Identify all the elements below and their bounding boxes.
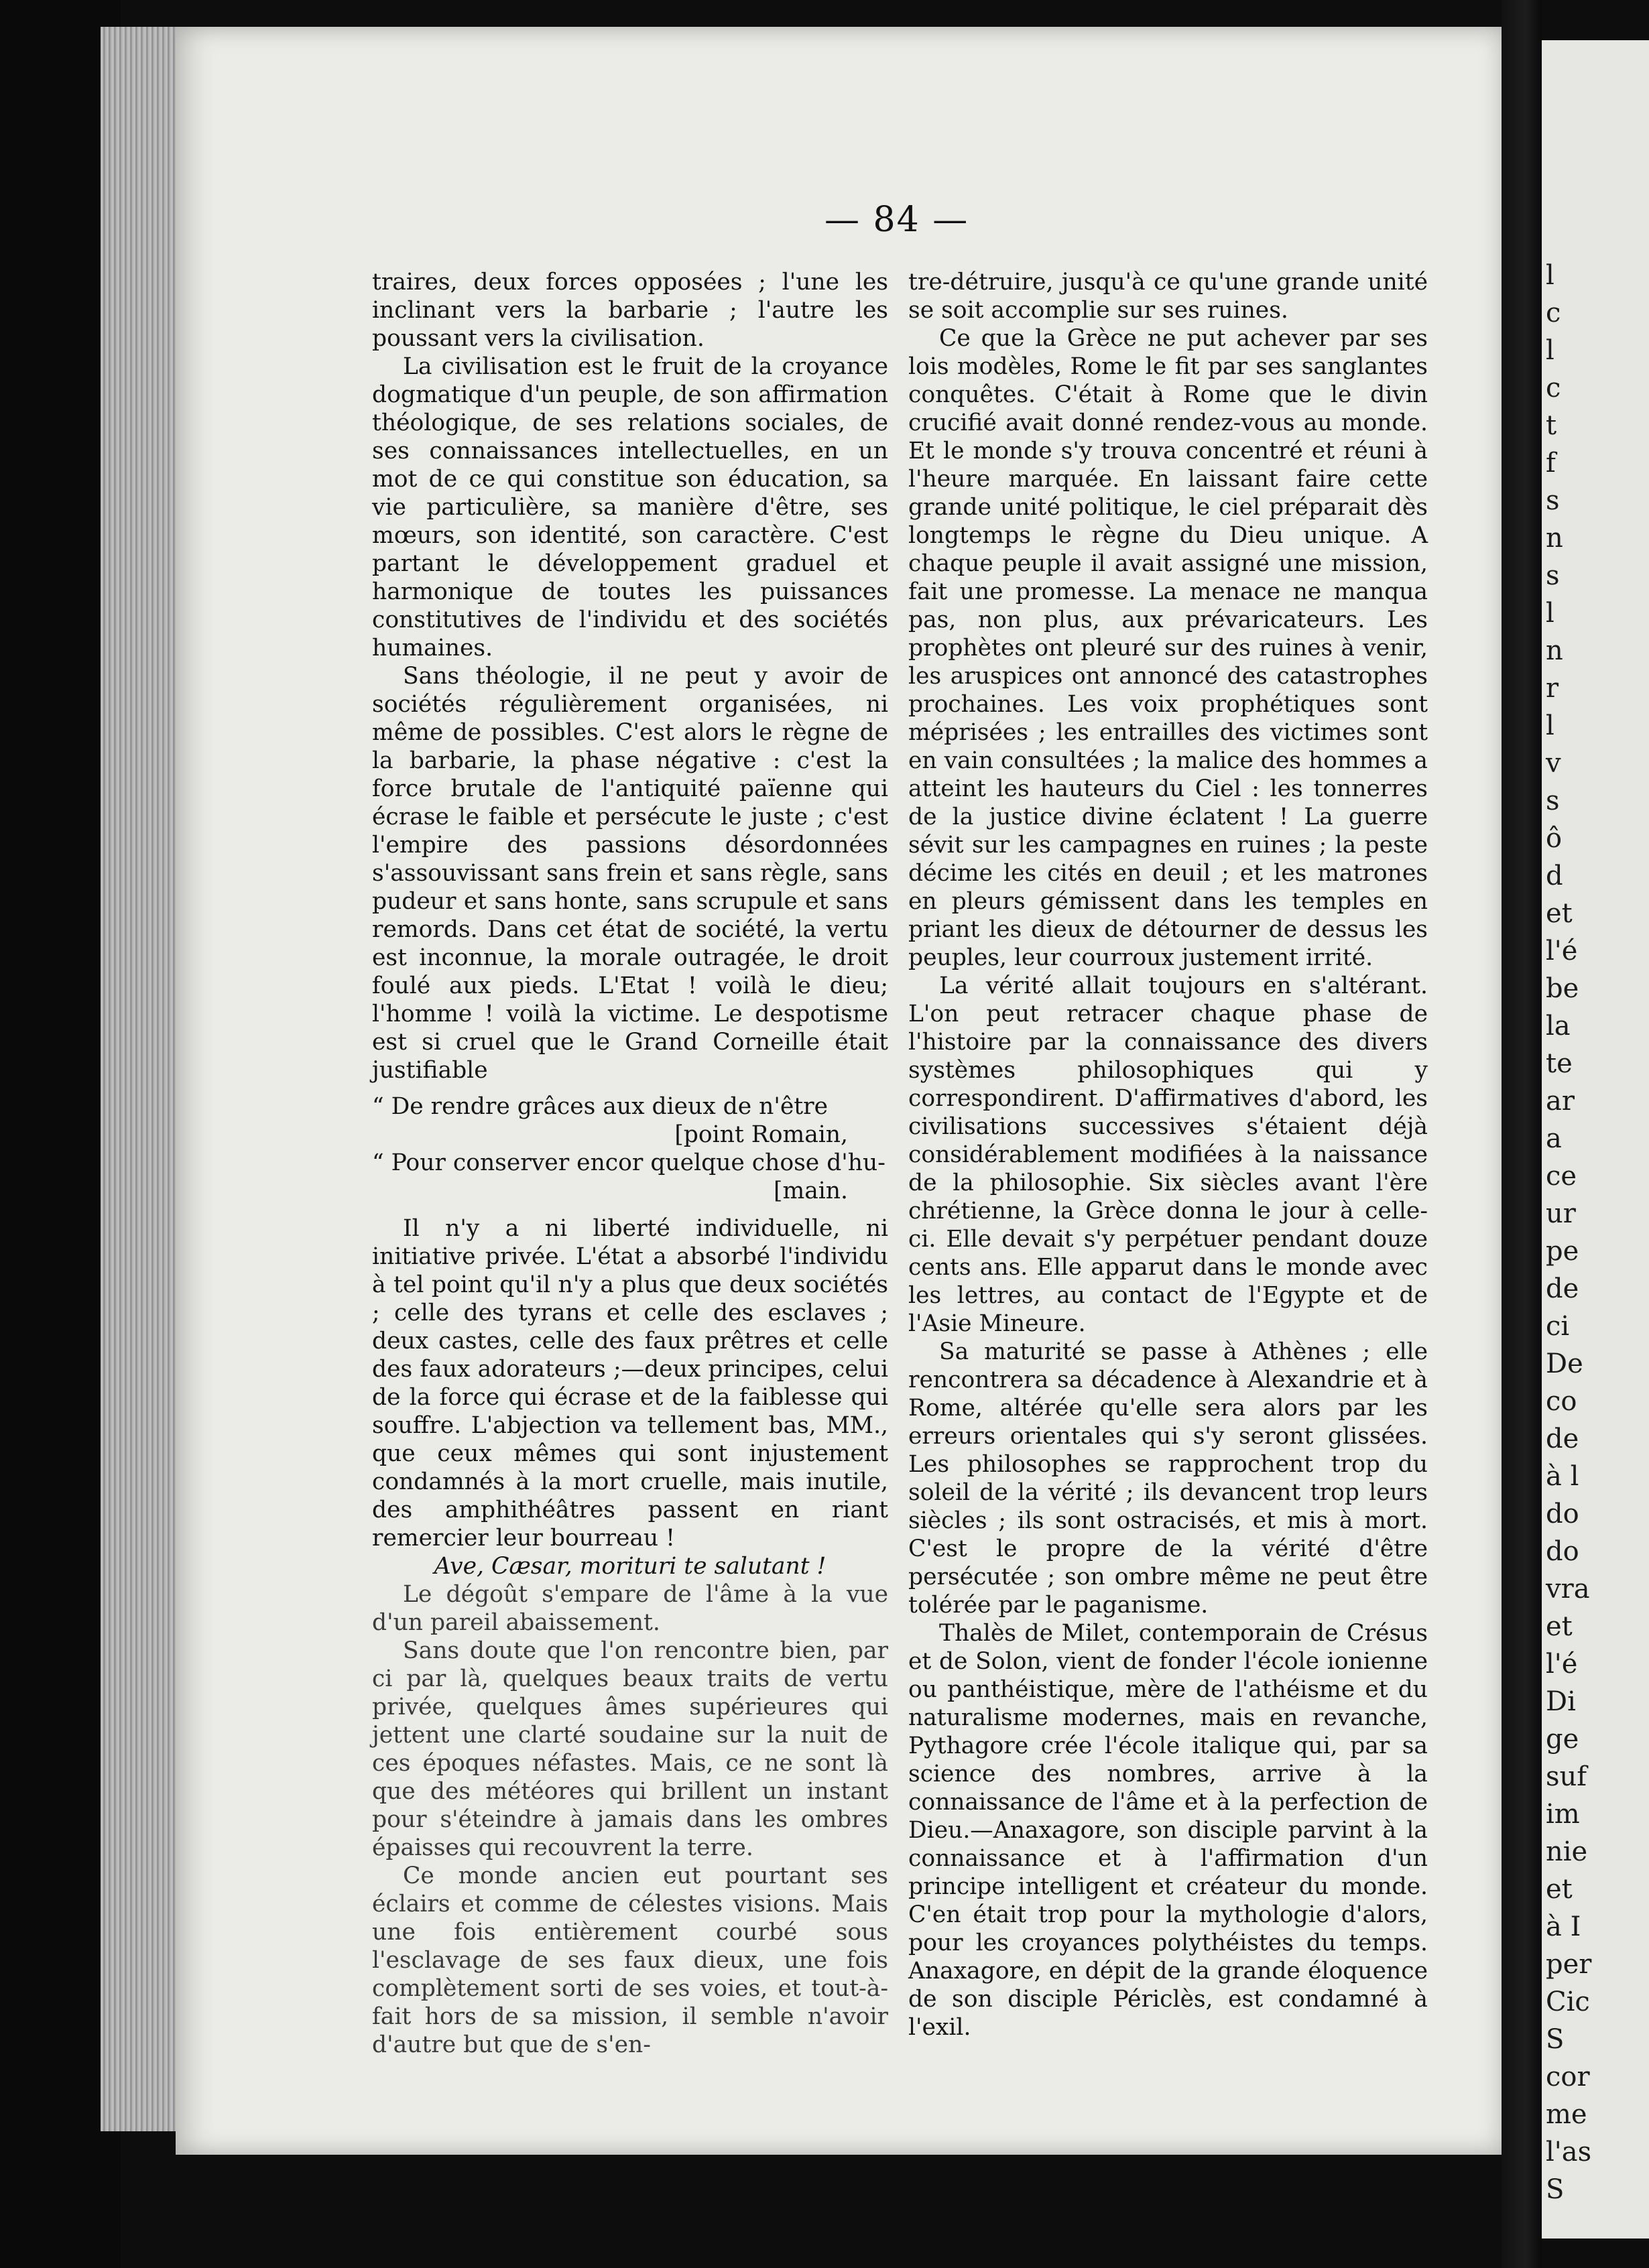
verse-line: “ De rendre grâces aux dieux de n'être bbox=[372, 1093, 829, 1120]
adjacent-page-text-fragment: l'é bbox=[1546, 936, 1578, 966]
adjacent-page-text-fragment: à I bbox=[1546, 1911, 1581, 1942]
adjacent-page-text-fragment: ar bbox=[1546, 1086, 1575, 1117]
adjacent-page-text-fragment: per bbox=[1546, 1949, 1592, 1980]
adjacent-page-text-fragment: et bbox=[1546, 1611, 1573, 1642]
adjacent-page-text-fragment: do bbox=[1546, 1499, 1579, 1529]
adjacent-page-text-fragment: ci bbox=[1546, 1311, 1570, 1342]
adjacent-page-text-fragment: d bbox=[1546, 861, 1563, 891]
adjacent-page-text-fragment: n bbox=[1546, 523, 1563, 554]
paragraph: Thalès de Milet, contemporain de Crésus et de Solon, vient de fonder l'école ionienne ou panthéistique, mère de l'athéisme et du naturalisme modernes, mais en revanche, Pythagore crée l'école italique qui, par sa science des nombres, arrive à la connaissance de l'âme et à la perfection de Dieu.—Anaxagore, son disciple parvint à la connaissance et à l'affirmation d'un principe intelligent et créateur du monde. C'en était trop pour la mythologie d'alors, pour les croyances polythéistes du temps. Anaxagore, en dépit de la grande éloquence de son disciple Périclès, est condamné à l'exil. bbox=[908, 1620, 1428, 2041]
adjacent-page-text-fragment: c bbox=[1546, 298, 1561, 328]
right-column bbox=[908, 268, 1428, 2041]
adjacent-page-text-fragment: ce bbox=[1546, 1161, 1577, 1192]
adjacent-page-text-fragment: s bbox=[1546, 560, 1560, 591]
adjacent-page-text-fragment: v bbox=[1546, 748, 1561, 779]
adjacent-page-text-fragment: et bbox=[1546, 1874, 1573, 1905]
adjacent-page-fragment bbox=[1542, 40, 1649, 2239]
adjacent-page-text-fragment: c bbox=[1546, 373, 1561, 403]
adjacent-page-text-fragment: nie bbox=[1546, 1836, 1588, 1867]
adjacent-page-text-fragment: a bbox=[1546, 1123, 1562, 1154]
verse-quote bbox=[372, 1092, 888, 1205]
adjacent-page-text-fragment: S bbox=[1546, 2024, 1565, 2055]
page-number: — 84 — bbox=[824, 200, 969, 240]
verse-line: “ Pour conserver encor quelque chose d'hu- bbox=[372, 1149, 885, 1176]
adjacent-page-text-fragment: ô bbox=[1546, 823, 1563, 854]
book-page-edges bbox=[101, 27, 181, 2131]
verse-continuation: [main. bbox=[774, 1178, 848, 1204]
adjacent-page-text-fragment: l bbox=[1546, 260, 1554, 291]
adjacent-page-text-fragment: de bbox=[1546, 1273, 1579, 1304]
latin-motto: Ave, Cæsar, morituri te salutant ! bbox=[434, 1553, 827, 1580]
adjacent-page-text-fragment: f bbox=[1546, 448, 1556, 479]
paragraph: La civilisation est le fruit de la croyance dogmatique d'un peuple, de son affirmation théologique, de ses relations sociales, de ses connaissances intellectuelles, en un mot de ce qui constitue son éducation, sa vie particulière, sa manière d'être, ses mœurs, son identité, son caractère. C'est partant le développement graduel et harmonique de toutes les puissances constitutives de l'individu et des sociétés humaines. bbox=[372, 353, 888, 662]
paragraph: Sans doute que l'on rencontre bien, par ci par là, quelques beaux traits de vertu privée, quelques âmes supérieures qui jettent une clarté soudaine sur la nuit de ces époques néfastes. Mais, ce ne sont là que des météores qui brillent un instant pour s'éteindre à jamais dans les ombres épaisses qui recouvrent la terre. bbox=[372, 1637, 888, 1861]
adjacent-page-text-fragment: n bbox=[1546, 635, 1563, 666]
adjacent-page-text-fragment: l bbox=[1546, 710, 1554, 741]
adjacent-page-text-fragment: cor bbox=[1546, 2062, 1590, 2092]
adjacent-page-text-fragment: co bbox=[1546, 1386, 1577, 1417]
book-binding bbox=[1502, 0, 1542, 2268]
verse-continuation: [point Romain, bbox=[674, 1121, 848, 1148]
adjacent-page-text-fragment: te bbox=[1546, 1048, 1573, 1079]
adjacent-page-text-fragment: do bbox=[1546, 1536, 1579, 1567]
paragraph: La vérité allait toujours en s'altérant. L'on peut retracer chaque phase de l'histoire par la connaissance des divers systèmes philosophiques qui y correspondirent. D'affirmatives d'abord, les civilisations successives s'étaient déjà considérablement modifiées à la naissance de la philosophie. Six siècles avant l'ère chrétienne, la Grèce donna le jour à celle-ci. Elle devait s'y perpétuer pendant douze cents ans. Elle apparut dans le monde avec les lettres, au contact de l'Egypte et de l'Asie Mineure. bbox=[908, 972, 1428, 1337]
adjacent-page-text-fragment: me bbox=[1546, 2099, 1587, 2130]
adjacent-page-text-fragment: à l bbox=[1546, 1461, 1579, 1492]
paragraph: traires, deux forces opposées ; l'une les inclinant vers la barbarie ; l'autre les poussant vers la civilisation. bbox=[372, 269, 888, 352]
paragraph: Il n'y a ni liberté individuelle, ni initiative privée. L'état a absorbé l'individu à tel point qu'il n'y a plus que deux sociétés ; celle des tyrans et celle des esclaves ; deux castes, celle des faux prêtres et celle des faux adorateurs ;—deux principes, celui de la force qui écrase et de la faiblesse qui souffre. L'abjection va tellement bas, MM., que ceux mêmes qui sont injustement condamnés à la mort cruelle, mais inutile, des amphithéâtres passent en riant remercier leur bourreau ! bbox=[372, 1215, 888, 1552]
paragraph: Ce monde ancien eut pourtant ses éclairs et comme de célestes visions. Mais une fois entièrement courbé sous l'esclavage de ses faux dieux, une fois complètement sorti de ses voies, et tout-à-fait hors de sa mission, il semble n'avoir d'autre but que de s'en- bbox=[372, 1863, 888, 2058]
adjacent-page-text-fragment: l bbox=[1546, 598, 1554, 629]
adjacent-page-text-fragment: r bbox=[1546, 673, 1559, 704]
adjacent-page-text-fragment: be bbox=[1546, 973, 1579, 1004]
paragraph: tre-détruire, jusqu'à ce qu'une grande unité se soit accomplie sur ses ruines. bbox=[908, 269, 1428, 324]
paragraph: Ce que la Grèce ne put achever par ses lois modèles, Rome le fit par ses sanglantes conquêtes. C'était à Rome que le divin crucifié avait donné rendez-vous au monde. Et le monde s'y trouva concentré et réuni à l'heure marquée. En laissant faire cette grande unité politique, le ciel préparait dès longtemps le règne du Dieu unique. A chaque peuple il avait assigné une mission, fait une promesse. La menace ne manqua pas, non plus, aux prévaricateurs. Les prophètes ont pleuré sur des ruines à venir, les aruspices ont annoncé des catastrophes prochaines. Les voix prophétiques sont méprisées ; les entrailles des victimes sont en vain consultées ; la malice des hommes a atteint les hauteurs du Ciel : les tonnerres de la justice divine éclatent ! La guerre sévit sur les campagnes en ruines ; la peste décime les cités en deuil ; et les matrones en pleurs gémissent dans les temples en priant les dieux de détourner de dessus les peuples, leur courroux justement irrité. bbox=[908, 325, 1428, 971]
adjacent-page-text-fragment: la bbox=[1546, 1011, 1571, 1042]
adjacent-page-text-fragment: l'as bbox=[1546, 2137, 1592, 2167]
adjacent-page-text-fragment: im bbox=[1546, 1799, 1580, 1830]
adjacent-page-text-fragment: suf bbox=[1546, 1761, 1587, 1792]
adjacent-page-text-fragment: t bbox=[1546, 410, 1557, 441]
adjacent-page-text-fragment: De bbox=[1546, 1348, 1583, 1379]
adjacent-page-text-fragment: l'é bbox=[1546, 1649, 1578, 1680]
adjacent-page-text-fragment: Di bbox=[1546, 1686, 1576, 1717]
paragraph: Sans théologie, il ne peut y avoir de sociétés régulièrement organisées, ni même de possibles. C'est alors le règne de la barbarie, la phase négative : c'est la force brutale de l'antiquité païenne qui écrase le faible et persécute le juste ; c'est l'empire des passions désordonnées s'assouvissant sans frein et sans règle, sans pudeur et sans honte, sans scrupule et sans remords. Dans cet état de société, la vertu est inconnue, la morale outragée, le droit foulé aux pieds. L'Etat ! voilà le dieu; l'homme ! voilà la victime. Le despotisme est si cruel que le Grand Corneille était justifiable bbox=[372, 663, 888, 1084]
adjacent-page-text-fragment: s bbox=[1546, 485, 1560, 516]
adjacent-page-text-fragment: ge bbox=[1546, 1724, 1579, 1755]
adjacent-page-text-fragment: vra bbox=[1546, 1574, 1590, 1604]
paragraph: Sa maturité se passe à Athènes ; elle rencontrera sa décadence à Alexandrie et à Rome, altérée qu'elle sera alors par les erreurs orientales qui s'y seront glissées. Les philosophes se rapprochent trop du soleil de la vérité ; ils devancent trop leurs siècles ; ils sont ostracisés, et mis à mort. C'est le propre de la vérité d'être persécutée ; son ombre même ne peut être tolérée par le paganisme. bbox=[908, 1338, 1428, 1619]
adjacent-page-text-fragment: de bbox=[1546, 1424, 1579, 1454]
paragraph: Le dégoût s'empare de l'âme à la vue d'un pareil abaissement. bbox=[372, 1581, 888, 1636]
left-column bbox=[372, 268, 888, 2059]
adjacent-page-text-fragment: S bbox=[1546, 2174, 1565, 2205]
adjacent-page-text-fragment: ur bbox=[1546, 1198, 1576, 1229]
adjacent-page-text-fragment: pe bbox=[1546, 1236, 1579, 1267]
adjacent-page-text-fragment: Cic bbox=[1546, 1987, 1590, 2017]
adjacent-page-text-fragment: l bbox=[1546, 335, 1554, 366]
adjacent-page-text-fragment: et bbox=[1546, 898, 1573, 929]
adjacent-page-text-fragment: s bbox=[1546, 785, 1560, 816]
